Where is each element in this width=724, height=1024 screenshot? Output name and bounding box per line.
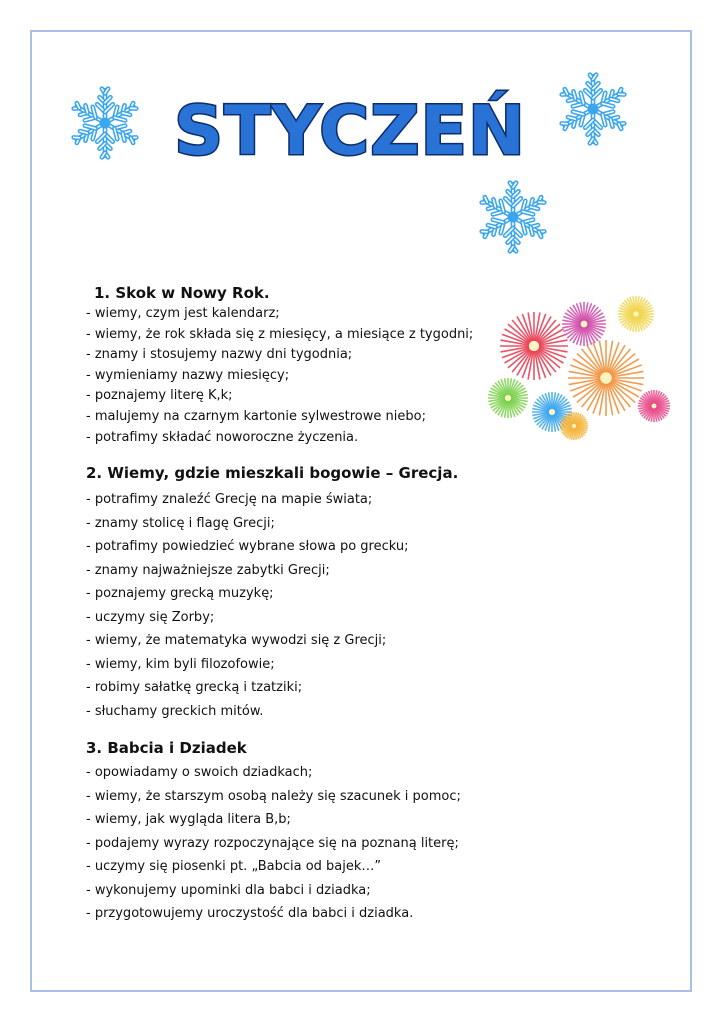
- snowflake-icon: [554, 70, 632, 148]
- page-title-text: STYCZEŃ: [174, 92, 526, 171]
- list-item: - przygotowujemy uroczystość dla babci i dziadka.: [86, 906, 414, 921]
- list-item: - uczymy się piosenki pt. „Babcia od bajek…”: [86, 859, 382, 874]
- list-item: - potrafimy składać noworoczne życzenia.: [86, 429, 359, 445]
- snowflake-icon: [474, 178, 552, 256]
- list-item: - wiemy, czym jest kalendarz;: [86, 306, 280, 321]
- list-item: - podajemy wyrazy rozpoczynające się na poznaną literę;: [86, 835, 459, 851]
- list-item: - wiemy, że starszym osobą należy się szacunek i pomoc;: [86, 788, 461, 804]
- list-item: - wiemy, że matematyka wywodzi się z Grecji;: [86, 633, 387, 648]
- list-item: - wiemy, że rok składa się z miesięcy, a miesiące z tygodni;: [86, 326, 474, 342]
- list-item: - malujemy na czarnym kartonie sylwestrowe niebo;: [86, 408, 426, 424]
- list-item: - wymieniamy nazwy miesięcy;: [86, 367, 290, 383]
- section-list: [86, 304, 473, 448]
- list-item: - wiemy, jak wygląda litera B,b;: [86, 812, 291, 827]
- list-item: - uczymy się Zorby;: [86, 609, 215, 625]
- section-title: 1. Skok w Nowy Rok.: [94, 284, 270, 302]
- section-grandparents: [86, 737, 461, 926]
- list-item: - wykonujemy upominki dla babci i dziadka;: [86, 882, 371, 898]
- list-item: - znamy i stosujemy nazwy dni tygodnia;: [86, 347, 353, 363]
- list-item: - znamy stolicę i flagę Grecji;: [86, 515, 275, 531]
- list-item: - potrafimy znaleźć Grecję na mapie świata;: [86, 492, 373, 507]
- list-item: - poznajemy literę K,k;: [86, 388, 233, 404]
- section-greece: [86, 462, 458, 723]
- section-title: 2. Wiemy, gdzie mieszkali bogowie – Grecja.: [86, 464, 459, 482]
- section-list: [86, 488, 458, 723]
- list-item: - potrafimy powiedzieć wybrane słowa po grecku;: [86, 539, 409, 554]
- list-item: - znamy najważniejsze zabytki Grecji;: [86, 562, 330, 578]
- list-item: - robimy sałatkę grecką i tzatziki;: [86, 680, 303, 695]
- list-item: - słuchamy greckich mitów.: [86, 703, 264, 719]
- page-title: [174, 82, 526, 172]
- list-item: - poznajemy grecką muzykę;: [86, 586, 274, 601]
- snowflake-icon: [66, 84, 144, 162]
- list-item: - wiemy, kim byli filozofowie;: [86, 656, 275, 672]
- section-list: [86, 761, 461, 926]
- fireworks-image: [486, 294, 670, 444]
- section-new-year: [86, 282, 473, 448]
- section-title: 3. Babcia i Dziadek: [86, 739, 247, 757]
- list-item: - opowiadamy o swoich dziadkach;: [86, 765, 313, 780]
